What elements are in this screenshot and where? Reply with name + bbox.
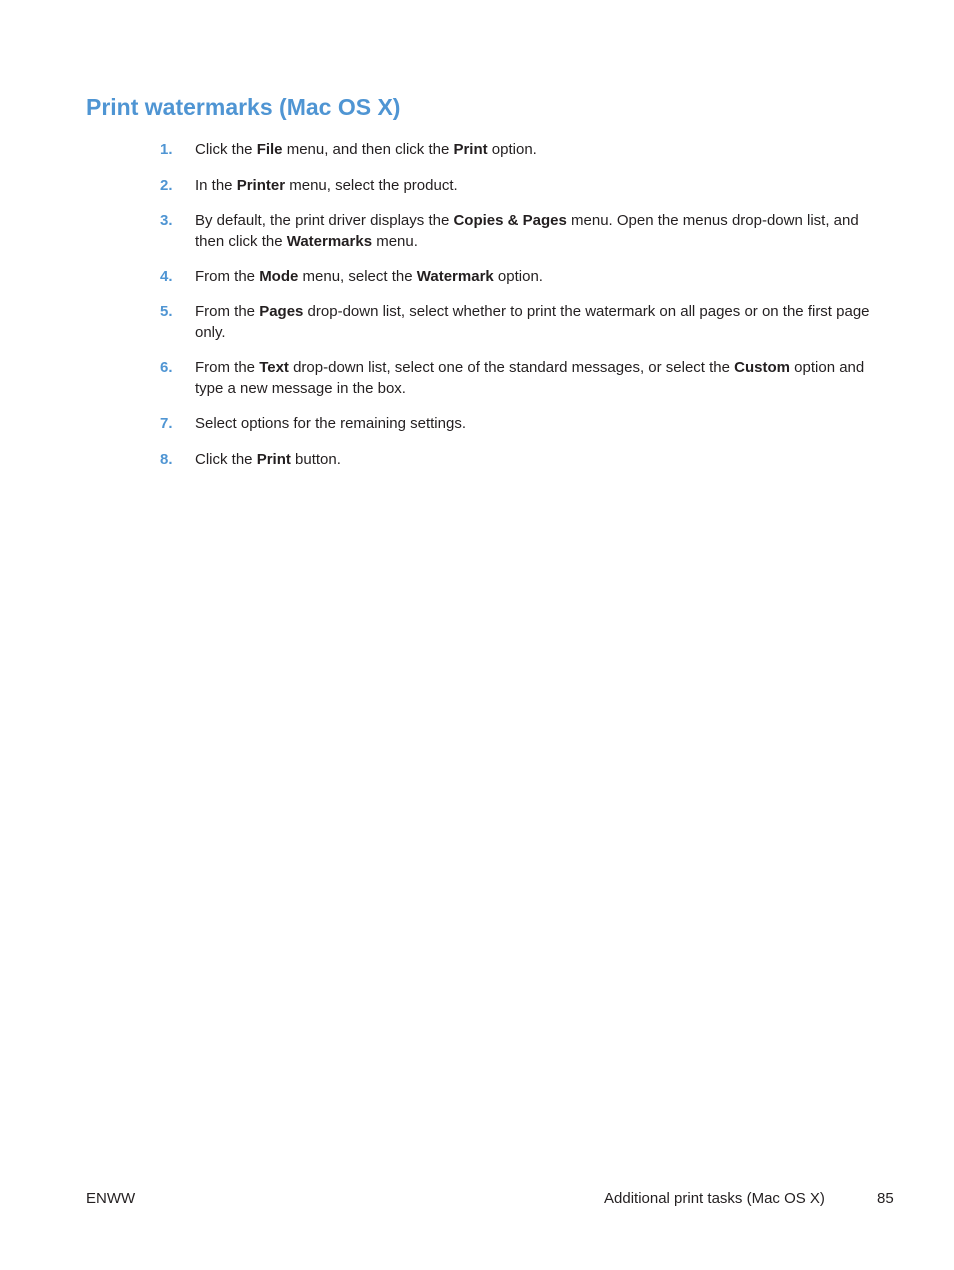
step-number: 5. [160, 303, 173, 320]
step-text-bold: File [256, 141, 283, 158]
step-text-bold: Text [259, 359, 289, 376]
step-text-run: option and type a new message in the box. [195, 359, 865, 397]
footer-label: ENWW [86, 1190, 136, 1207]
step-text-run: From the [195, 303, 260, 320]
step-number: 7. [160, 415, 173, 432]
step-number: 1. [160, 141, 173, 158]
step-text [195, 301, 875, 343]
step-number: 2. [160, 177, 173, 194]
step-text-run: drop-down list, select one of the standard messages, or select the [288, 359, 735, 376]
step-text [195, 449, 875, 470]
step-text [195, 139, 875, 160]
step-number: 6. [160, 359, 173, 376]
step-text-run: Click the [195, 451, 257, 468]
step-text-run: In the [195, 177, 237, 194]
step-text-run: menu, and then click the [282, 141, 454, 158]
step-text [195, 210, 875, 252]
step-text-run: From the [195, 268, 260, 285]
step-text-run: Select options for the remaining settings. [195, 415, 466, 432]
step-text [195, 175, 875, 196]
step-text-bold: Watermark [416, 268, 494, 285]
step-text-run: menu, select the [298, 268, 417, 285]
step-text-run: Click the [195, 141, 257, 158]
step-text [195, 357, 875, 399]
step-text-bold: Watermarks [286, 233, 373, 250]
footer-section-title: Additional print tasks (Mac OS X) [604, 1190, 825, 1207]
step-text-run: menu, select the product. [285, 177, 458, 194]
step-text [195, 413, 875, 434]
step-text-run: From the [195, 359, 260, 376]
step-text-bold: Print [453, 141, 488, 158]
step-text [195, 266, 875, 287]
step-text-run: By default, the print driver displays the [195, 212, 454, 229]
step-text-run: option. [493, 268, 543, 285]
step-text-bold: Mode [259, 268, 299, 285]
step-text-bold: Printer [236, 177, 286, 194]
page-number: 85 [877, 1190, 894, 1207]
step-text-run: menu. [372, 233, 418, 250]
step-text-run: button. [290, 451, 341, 468]
step-text-bold: Copies & Pages [453, 212, 567, 229]
step-text-bold: Pages [259, 303, 304, 320]
step-number: 4. [160, 268, 173, 285]
page-title: Print watermarks (Mac OS X) [86, 94, 401, 120]
step-text-run: option. [487, 141, 537, 158]
step-number: 3. [160, 212, 173, 229]
step-text-bold: Print [256, 451, 291, 468]
step-text-run: drop-down list, select whether to print the watermark on all pages or on the first page only. [195, 303, 870, 341]
step-number: 8. [160, 451, 173, 468]
step-text-bold: Custom [734, 359, 791, 376]
step-text-run: menu. Open the menus drop-down list, and then click the [195, 212, 859, 250]
